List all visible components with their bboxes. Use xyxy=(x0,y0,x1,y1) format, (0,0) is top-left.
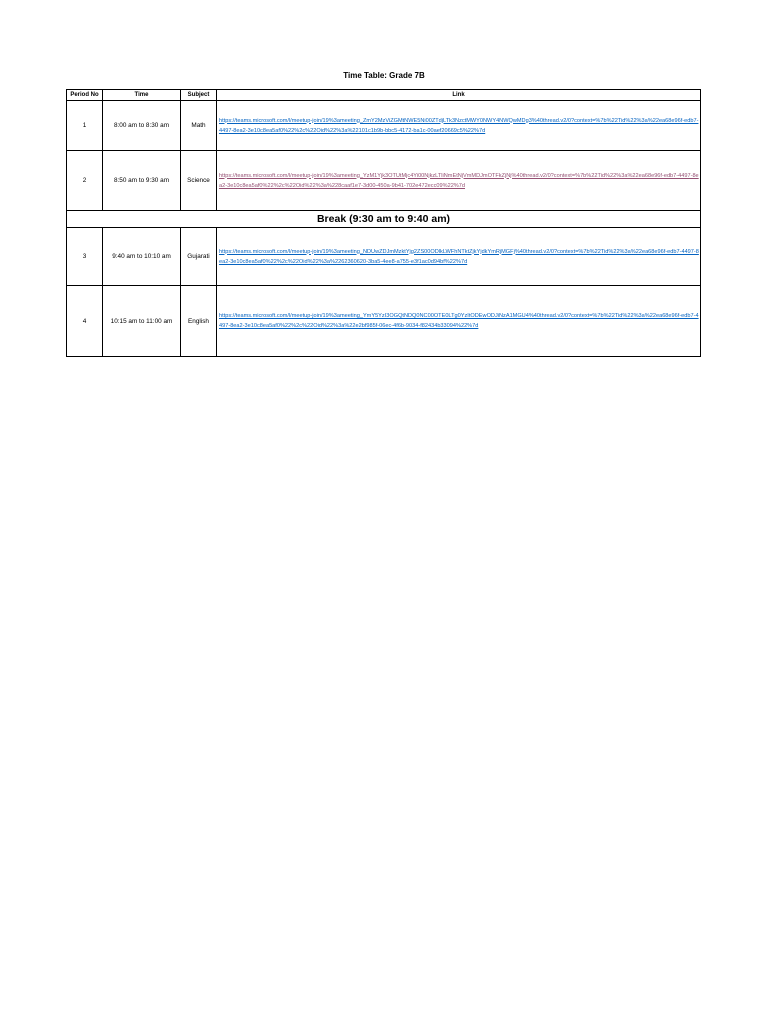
subject-cell: Science xyxy=(181,151,217,211)
timetable xyxy=(66,89,701,357)
subject-cell: Math xyxy=(181,101,217,151)
meeting-link[interactable]: https://teams.microsoft.com/l/meetup-join/19%3ameeting_NDUwZDJmMzktYjg2ZS00ODlkLWFhNTktZjkYjdkYmRjMGFj%40thread.v2/0?context=%7b%22Tid%22%3a%22ea68e96f-edb7-4497-8ea2-3e10c8ea5af0%22%2c%22Oid%22%3a%2262360620-3ba5-4ee8-a755-e3f1ac0d94bf%22%7d xyxy=(219,248,699,265)
meeting-link[interactable]: https://teams.microsoft.com/l/meetup-join/19%3ameeting_YmY5YzI3OGQtNDQ0NC00OTE0LTg0YzItODEwODJiNzA1MGU4%40thread.v2/0?context=%7b%22Tid%22%3a%22ea68e96f-edb7-4497-8ea2-3e10c8ea5af0%22%2c%22Oid%22%3a%22e2bf985f-06ec-4f6b-9034-f82434b33094%22%7d xyxy=(219,313,699,329)
time-cell: 8:50 am to 9:30 am xyxy=(103,151,181,211)
time-cell: 9:40 am to 10:10 am xyxy=(103,228,181,286)
link-cell xyxy=(217,228,701,286)
column-header-time: Time xyxy=(103,90,181,101)
column-header-link: Link xyxy=(217,90,701,101)
meeting-link[interactable]: https://teams.microsoft.com/l/meetup-join/19%3ameeting_YzM1Yjk3OTUtMjc4Yi00NjkzLTliNmEtNjVmMDJmOTFkZjNj%40thread.v2/0?context=%7b%22Tid%22%3a%22ea68e96f-edb7-4497-8ea2-3e10c8ea5af0%22%2c%22Oid%22%3a%228caaf1e7-3d00-450a-9b41-702e472ecc09%22%7d xyxy=(219,172,699,189)
time-cell: 8:00 am to 8:30 am xyxy=(103,101,181,151)
break-label: Break (9:30 am to 9:40 am) xyxy=(67,211,701,228)
period-cell: 2 xyxy=(67,151,103,211)
table-row xyxy=(67,228,701,286)
link-cell xyxy=(217,101,701,151)
meeting-link[interactable]: https://teams.microsoft.com/l/meetup-join/19%3ameeting_ZmY2MzViZGMtNWE5Ni00ZTdjLTk3NzctMWY0NWY4NWQwMDg3%40thread.v2/0?context=%7b%22Tid%22%3a%22ea68e96f-edb7-4497-8ea2-3e10c8ea5af0%22%2c%22Oid%22%3a%22101c1b9b-bbc5-4172-ba1c-00aef20669c5%22%7d xyxy=(219,117,699,134)
table-row xyxy=(67,101,701,151)
subject-cell: English xyxy=(181,286,217,357)
table-row xyxy=(67,151,701,211)
period-cell: 4 xyxy=(67,286,103,357)
link-cell xyxy=(217,286,701,357)
column-header-period: Period No xyxy=(67,90,103,101)
break-row xyxy=(67,211,701,228)
page-title: Time Table: Grade 7B xyxy=(343,71,425,80)
period-cell: 3 xyxy=(67,228,103,286)
time-cell: 10:15 am to 11:00 am xyxy=(103,286,181,357)
table-row xyxy=(67,286,701,357)
column-header-subject: Subject xyxy=(181,90,217,101)
subject-cell: Gujarati xyxy=(181,228,217,286)
period-cell: 1 xyxy=(67,101,103,151)
link-cell xyxy=(217,151,701,211)
header-row xyxy=(67,90,701,101)
